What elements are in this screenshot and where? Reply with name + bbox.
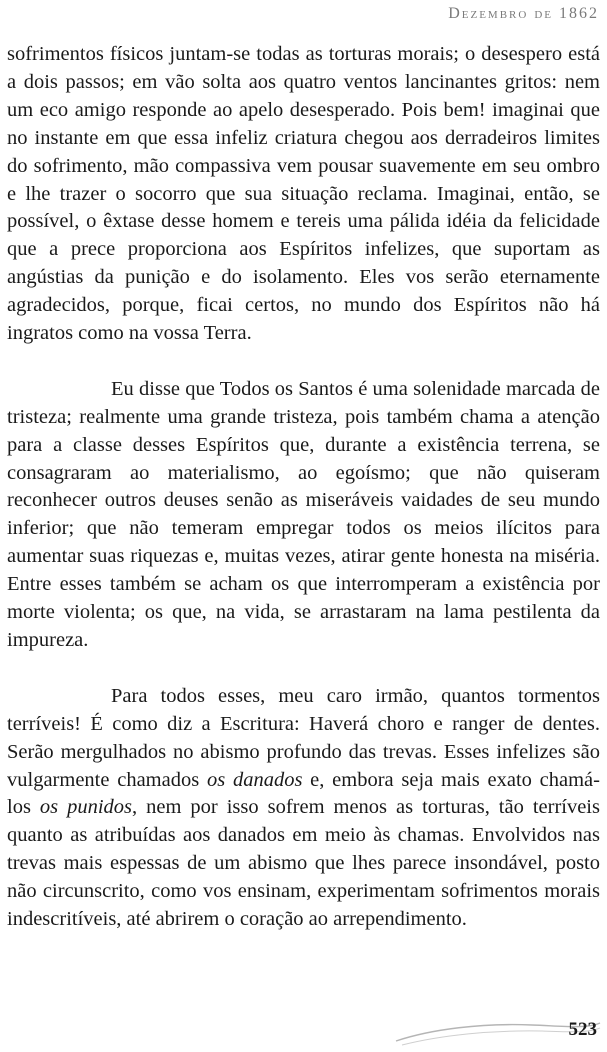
paragraph-3-italic-os-punidos: os punidos bbox=[39, 796, 133, 819]
page-body bbox=[7, 41, 600, 962]
page-number: 523 bbox=[568, 1019, 597, 1040]
paragraph-1 bbox=[7, 41, 600, 348]
paragraph-3-text-a: Para todos esses, meu caro irmão, quantos tormentos terríveis! É como diz a Escritura: Haverá choro e ranger de dentes. Serão mergulhados no abismo profundo das trevas. Esses infelizes são vulgarmente chamados bbox=[7, 684, 600, 791]
paragraph-2-text: Eu disse que Todos os Santos é uma solenidade marcada de tristeza; realmente uma grande tristeza, pois também chama a atenção para a classe desses Espíritos que, durante a existência terrena, se consagraram ao materialismo, ao egoísmo; que não quiseram reconhecer outros deuses senão as miseráveis vaidades de seu mundo inferior; que não temeram empregar todos os meios ilícitos para aumentar suas riquezas e, muitas vezes, atirar gente honesta na miséria. Entre esses também se acham os que interromperam a existência por morte violenta; os que, na vida, se arrastaram na lama pestilenta da impureza. bbox=[7, 377, 600, 652]
paragraph-1-text: sofrimentos físicos juntam-se todas as torturas morais; o desespero está a dois passos; em vão solta aos quatro ventos lancinantes gritos: nem um eco amigo responde ao apelo desesperado. Pois bem! imaginai que no instante em que essa infeliz criatura chegou aos derradeiros limites do sofrimento, mão compassiva vem pousar suavemente em seu ombro e lhe trazer o socorro que sua situação reclama. Imaginai, então, se possível, o êxtase desse homem e tereis uma pálida idéia da felicidade que a prece proporciona aos Espíritos infelizes, que suportam as angústias da punição e do isolamento. Eles vos serão eternamente agradecidos, porque, ficai certos, no mundo dos Espíritos não há ingratos como na vossa Terra. bbox=[7, 43, 600, 345]
paragraph-2 bbox=[7, 376, 600, 655]
running-header: Dezembro de 1862 bbox=[448, 5, 599, 22]
paragraph-3 bbox=[7, 683, 600, 934]
paragraph-3-text-b: e, embora seja mais exato chamá-los bbox=[7, 768, 600, 819]
paragraph-3-italic-os-danados: os danados bbox=[206, 768, 303, 791]
paragraph-3-text-c: , nem por isso sofrem menos as torturas, tão terríveis quanto as atribuídas aos danados em meio às chamas. Envolvidos nas trevas mais espessas de um abismo que lhes parece insondável, posto não circunscrito, como vos ensinam, experimentam sofrimentos morais indescritíveis, até abrirem o coração ao arrependimento. bbox=[7, 796, 600, 931]
